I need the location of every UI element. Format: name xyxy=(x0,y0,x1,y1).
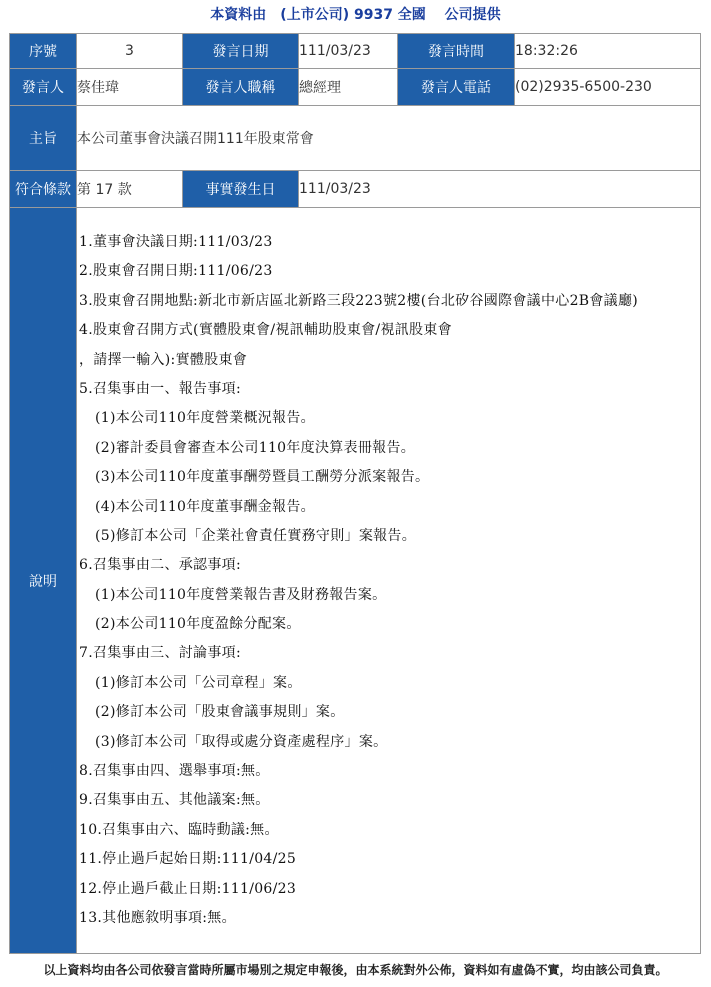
description-line: (2)本公司110年度盈餘分配案。 xyxy=(95,616,301,633)
speaker-phone-value: (02)2935-6500-230 xyxy=(515,69,701,106)
date-value: 111/03/23 xyxy=(299,34,398,69)
description-label: 說明 xyxy=(10,208,77,954)
row-speaker xyxy=(10,69,701,106)
speaker-title-value: 總經理 xyxy=(299,69,398,106)
speaker-label: 發言人 xyxy=(10,69,77,106)
description-line: 6.召集事由二、承認事項: xyxy=(79,557,241,574)
description-line: 7.召集事由三、討論事項: xyxy=(79,645,241,662)
description-line: 4.股東會召開方式(實體股東會/視訊輔助股東會/視訊股東會 xyxy=(79,322,452,339)
description-line: 12.停止過戶截止日期:111/06/23 xyxy=(79,880,297,897)
description-line: (2)修訂本公司「股東會議事規則」案。 xyxy=(95,704,345,721)
description-line: 1.董事會決議日期:111/03/23 xyxy=(79,234,273,250)
announcement-table xyxy=(9,33,701,954)
description-line: (5)修訂本公司「企業社會責任實務守則」案報告。 xyxy=(95,527,417,544)
description-line: (1)修訂本公司「公司章程」案。 xyxy=(95,674,302,691)
time-label: 發言時間 xyxy=(398,34,515,69)
description-body xyxy=(77,208,700,953)
time-value: 18:32:26 xyxy=(515,34,701,69)
description-line: (3)修訂本公司「取得或處分資產處程序」案。 xyxy=(95,733,388,750)
speaker-value: 蔡佳瑋 xyxy=(77,69,183,106)
event-date-label: 事實發生日 xyxy=(183,171,299,208)
description-line: 9.召集事由五、其他議案:無。 xyxy=(79,792,270,809)
speaker-title-label: 發言人職稱 xyxy=(183,69,299,106)
description-line: 5.召集事由一、報告事項: xyxy=(79,380,241,397)
description-line: 11.停止過戶起始日期:111/04/25 xyxy=(79,851,297,868)
description-line: (1)本公司110年度營業概況報告。 xyxy=(95,410,315,427)
page-header: 本資料由 (上市公司) 9937 全國 公司提供 xyxy=(210,7,501,23)
description-line: 8.召集事由四、選舉事項:無。 xyxy=(79,763,270,780)
description-line: (1)本公司110年度營業報告書及財務報告案。 xyxy=(95,586,387,603)
description-line: ，請擇一輸入):實體股東會 xyxy=(79,351,248,368)
seq-value: 3 xyxy=(77,34,183,69)
subject-label: 主旨 xyxy=(10,106,77,171)
row-clause xyxy=(10,171,701,208)
description-cell xyxy=(77,208,701,954)
seq-label: 序號 xyxy=(10,34,77,69)
description-line: 10.召集事由六、臨時動議:無。 xyxy=(79,821,279,838)
clause-label: 符合條款 xyxy=(10,171,77,208)
row-description xyxy=(10,208,701,954)
description-line: 2.股東會召開日期:111/06/23 xyxy=(79,263,273,280)
date-label: 發言日期 xyxy=(183,34,299,69)
description-line: 13.其他應敘明事項:無。 xyxy=(79,909,236,926)
description-line: (4)本公司110年度董事酬金報告。 xyxy=(95,498,315,515)
description-line: (3)本公司110年度董事酬勞暨員工酬勞分派案報告。 xyxy=(95,469,430,486)
subject-value: 本公司董事會決議召開111年股東常會 xyxy=(77,106,701,171)
description-line: 3.股東會召開地點:新北市新店區北新路三段223號2樓(台北矽谷國際會議中心2B會議廳) xyxy=(79,292,639,309)
speaker-phone-label: 發言人電話 xyxy=(398,69,515,106)
disclaimer-footer: 以上資料均由各公司依發言當時所屬市場別之規定申報後，由本系統對外公佈，資料如有虛偽不實，均由該公司負責。 xyxy=(43,963,668,977)
clause-value: 第 17 款 xyxy=(77,171,183,208)
row-subject xyxy=(10,106,701,171)
description-line: (2)審計委員會審查本公司110年度決算表冊報告。 xyxy=(95,439,416,456)
event-date-value: 111/03/23 xyxy=(299,171,701,208)
row-seq-date-time xyxy=(10,34,701,69)
